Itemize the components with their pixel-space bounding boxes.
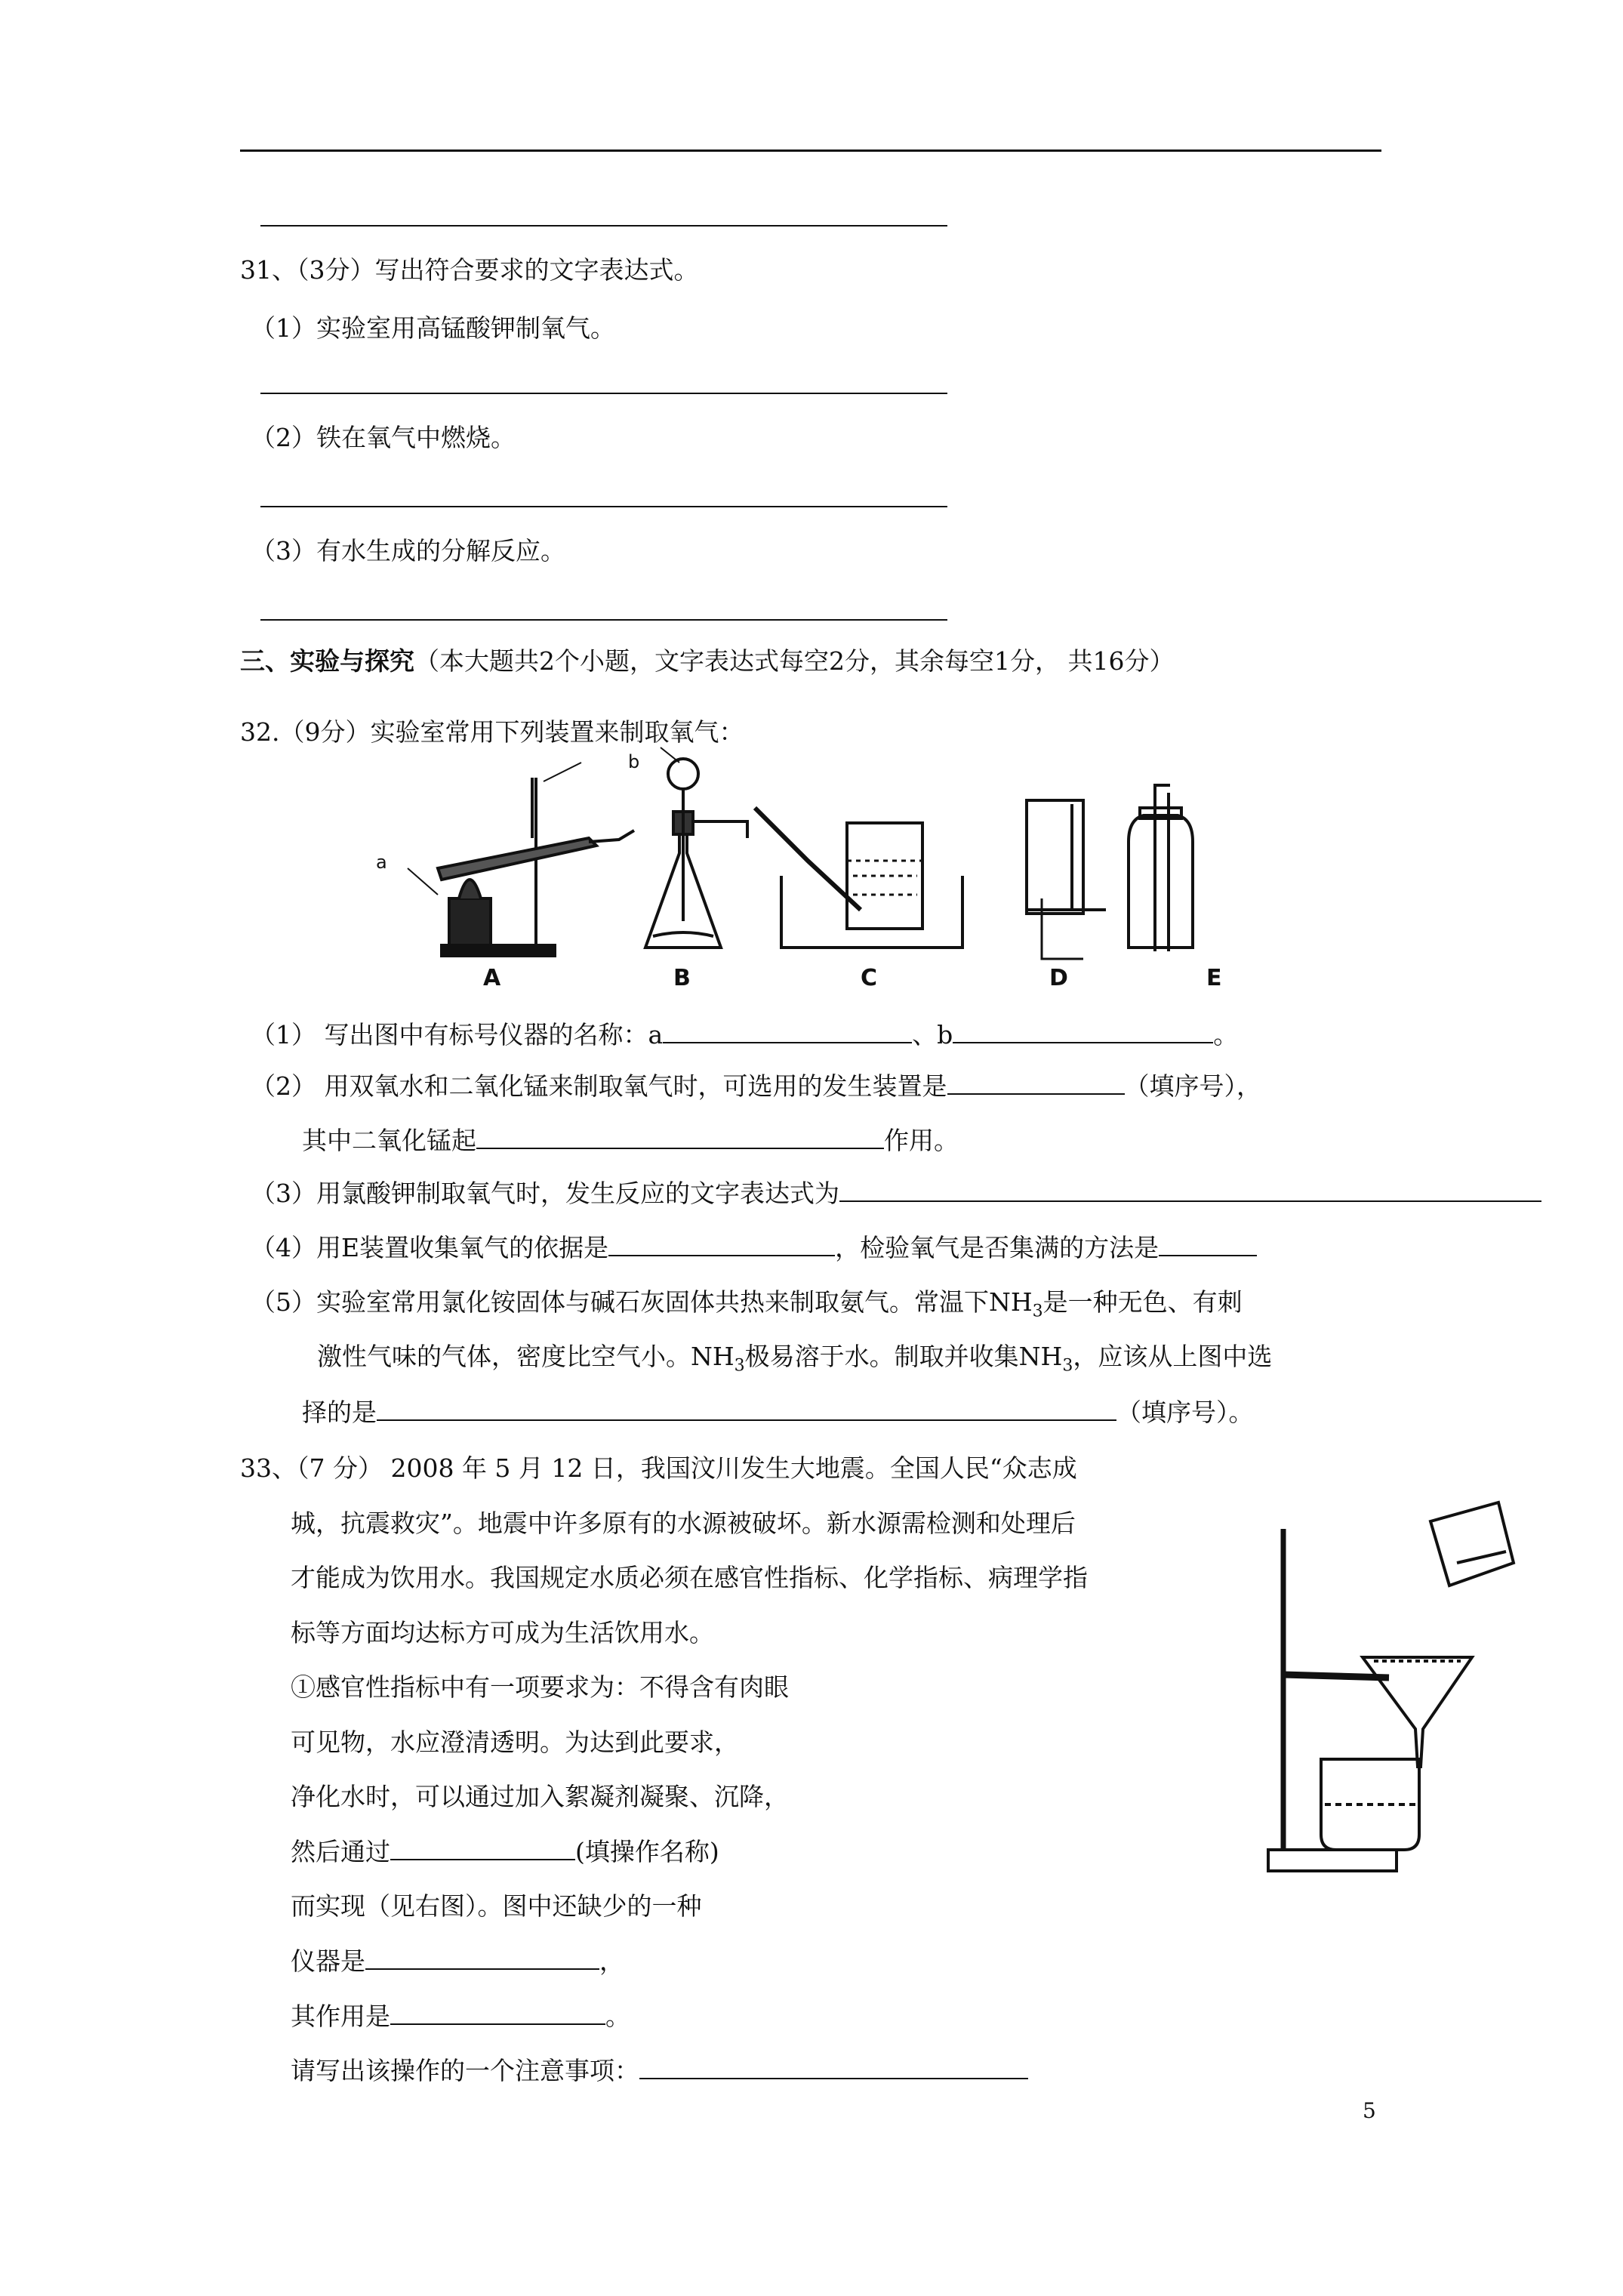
marker-b: b [628, 751, 640, 772]
section-heading [240, 646, 1174, 676]
q33-line-8: 然后通过 (填操作名称) [291, 1837, 719, 1866]
blank-precaution[interactable] [639, 2055, 1028, 2079]
q31-item-3: （3）有水生成的分解反应。 [251, 536, 565, 566]
label-a: A [483, 965, 501, 991]
marker-a: a [376, 852, 387, 873]
apparatus-c [755, 808, 962, 948]
section-title: 三、实验与探究 [240, 646, 414, 676]
label-c: C [861, 965, 878, 991]
blank-mno2-role[interactable] [476, 1125, 884, 1149]
answer-line [260, 393, 947, 394]
answer-line [260, 225, 947, 227]
q33-line-11: 其作用是 。 [291, 2002, 630, 2031]
q32-part-5-line2: 激性气味的气体，密度比空气小。$NH_3$极易溶于水。制取并收集$NH_3$，应该从上图中选 [317, 1342, 1273, 1376]
apparatus-a [408, 763, 634, 956]
header-rule [240, 149, 1381, 152]
section-note: （本大题共2个小题，文字表达式每空2分，其余每空1分， 共16分） [414, 646, 1175, 676]
q31-item-2: （2）铁在氧气中燃烧。 [251, 423, 516, 452]
q32-title: 32.（9分）实验室常用下列装置来制取氧气： [240, 717, 744, 747]
q33-line-10: 仪器是 ， [291, 1946, 624, 1976]
q33-line-3: 才能成为饮用水。我国规定水质必须在感官性指标、化学指标、病理学指 [291, 1563, 1088, 1592]
blank-b[interactable] [953, 1019, 1213, 1043]
q33-line-1: 33、（7 分） 2008 年 5 月 12 日，我国汶川发生大地震。全国人民“众志成 [240, 1453, 1077, 1483]
q33-line-6: 可见物，水应澄清透明。为达到此要求， [291, 1727, 739, 1757]
apparatus-e [1129, 785, 1193, 951]
filtration-figure [1238, 1480, 1525, 1888]
answer-line [260, 506, 947, 507]
label-b: B [673, 965, 691, 991]
blank-function[interactable] [390, 2001, 605, 2025]
q33-line-2: 城，抗震救灾”。地震中许多原有的水源被破坏。新水源需检测和处理后 [291, 1509, 1076, 1538]
apparatus-d [1027, 800, 1106, 959]
blank-operation[interactable] [390, 1836, 575, 1860]
q33-line-5: ①感官性指标中有一项要求为：不得含有肉眼 [291, 1672, 789, 1702]
blank-missing-instrument[interactable] [365, 1946, 599, 1970]
q32-part-5-line1: （5）实验室常用氯化铵固体与碱石灰固体共热来制取氨气。常温下$NH_3$是一种无色、有刺 [251, 1287, 1243, 1321]
q33-line-12: 请写出该操作的一个注意事项： [291, 2055, 1028, 2086]
blank-e-basis[interactable] [608, 1232, 835, 1256]
q33-line-9: 而实现（见右图）。图中还缺少的一种 [291, 1891, 702, 1921]
blank-nh3-choice[interactable] [377, 1397, 1116, 1421]
label-d: D [1049, 965, 1068, 991]
q31-title: 31、（3分）写出符合要求的文字表达式。 [240, 255, 699, 285]
page-number: 5 [1363, 2098, 1376, 2123]
q32-part-2-line2: 其中二氧化锰起 作用。 [302, 1126, 959, 1155]
blank-a[interactable] [663, 1019, 912, 1043]
apparatus-figure [362, 747, 1253, 997]
q33-line-7: 净化水时，可以通过加入絮凝剂凝聚、沉降， [291, 1782, 789, 1811]
blank-kclo3-equation[interactable] [839, 1178, 1541, 1202]
blank-full-check[interactable] [1159, 1232, 1257, 1256]
q32-part-3: （3）用氯酸钾制取氧气时，发生反应的文字表达式为 [251, 1178, 1541, 1209]
q33-line-4: 标等方面均达标方可成为生活饮用水。 [291, 1618, 714, 1647]
q31-item-1: （1）实验室用高锰酸钾制氧气。 [251, 313, 615, 343]
answer-line [260, 619, 947, 621]
q32-part-1: （1） 写出图中有标号仪器的名称：a 、b 。 [251, 1020, 1239, 1049]
blank-generator[interactable] [947, 1071, 1125, 1095]
apparatus-b [645, 747, 747, 948]
q32-part-2-line1: （2） 用双氧水和二氧化锰来制取氧气时，可选用的发生装置是 （填序号）， [251, 1071, 1261, 1101]
q32-part-5-line3: 择的是 （填序号）。 [302, 1398, 1254, 1427]
label-e: E [1206, 965, 1222, 991]
q32-part-4: （4）用E装置收集氧气的依据是 ，检验氧气是否集满的方法是 [251, 1232, 1257, 1263]
